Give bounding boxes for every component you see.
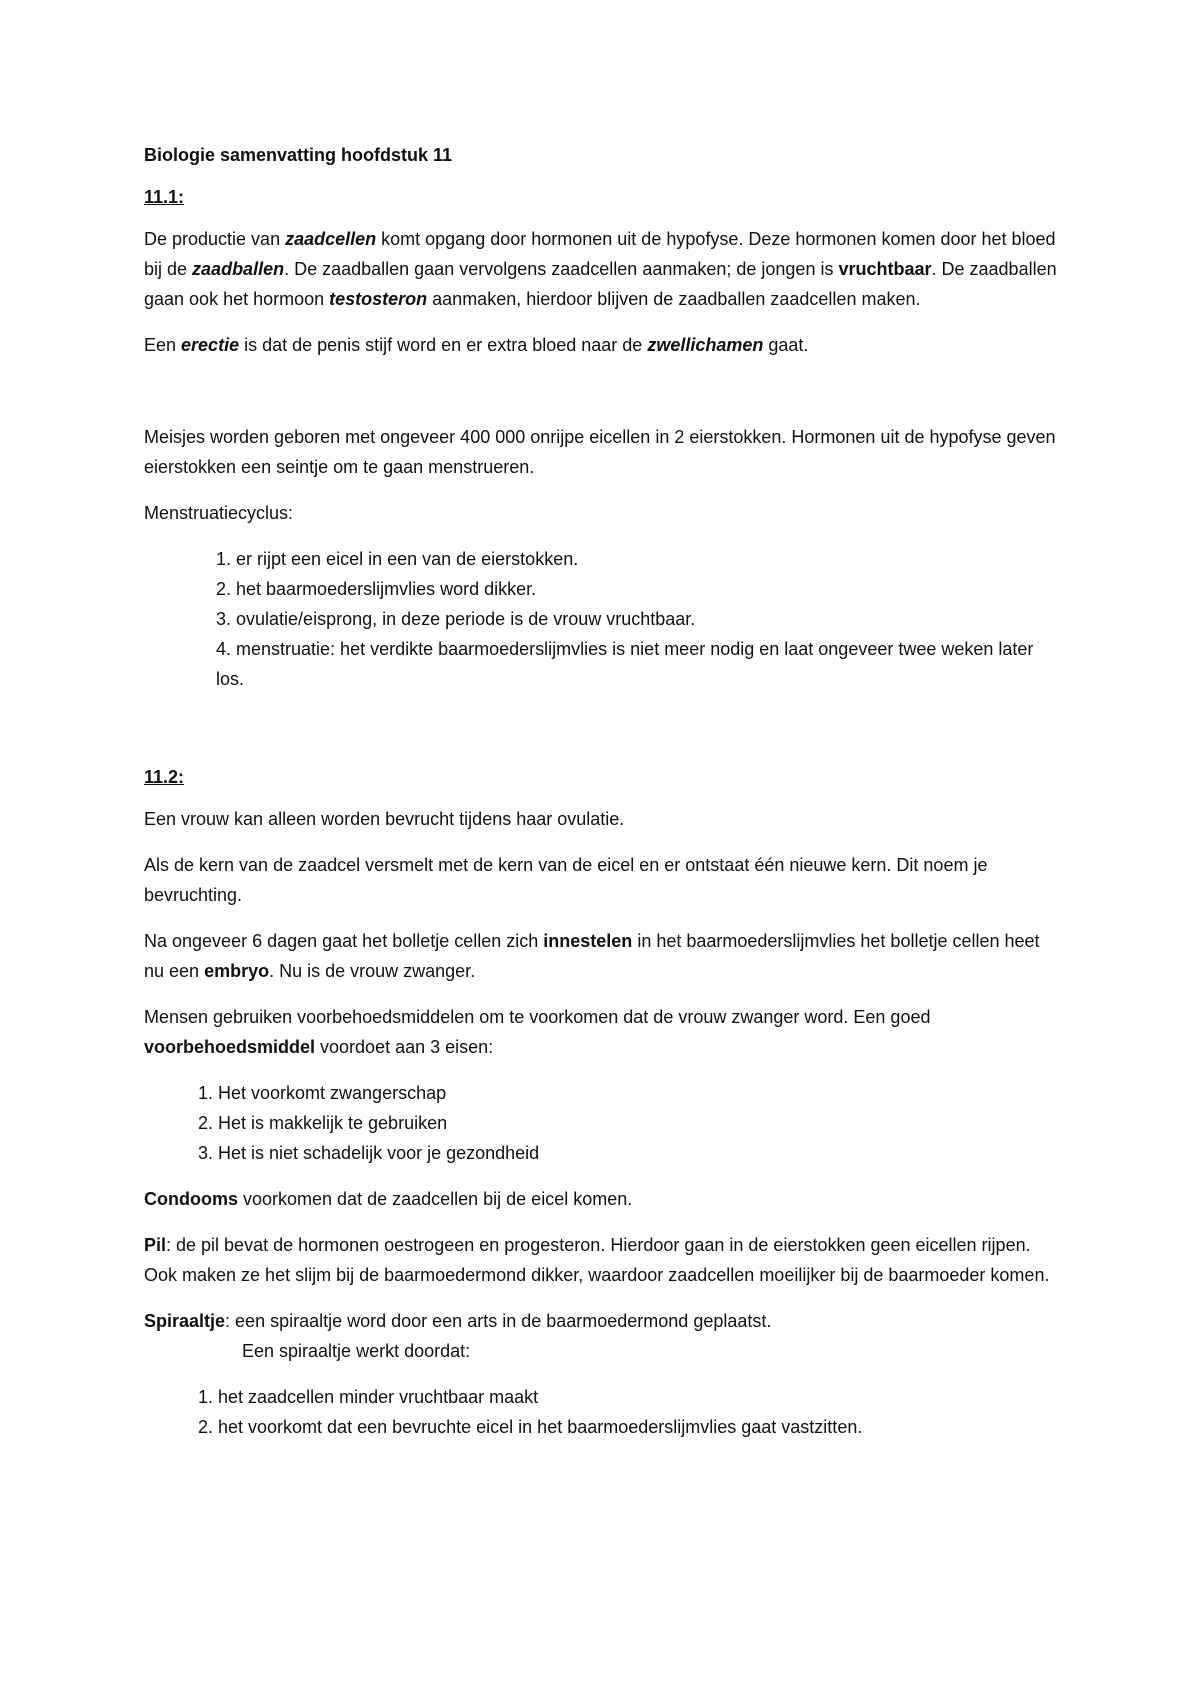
text-run: is dat de penis stijf word en er extra bloed naar de	[239, 335, 648, 355]
text-run: komt opgang door hormonen uit de hypofyse. Deze hormonen komen door het bloed bij de	[144, 229, 1056, 279]
keyword-condooms: Condooms	[144, 1189, 238, 1209]
keyword-testosteron: testosteron	[329, 289, 428, 309]
document-title: Biologie samenvatting hoofdstuk 11	[144, 145, 453, 165]
text-run: . De zaadballen gaan vervolgens zaadcellen aanmaken; de jongen is	[284, 259, 839, 279]
list-item: 4. menstruatie: het verdikte baarmoederslijmvlies is niet meer nodig en laat ongeveer twee weken later los.	[216, 639, 1034, 689]
menstruatiecyclus-list	[144, 544, 1064, 694]
keyword-zwellichamen: zwellichamen	[647, 335, 764, 355]
list-item: 2. Het is makkelijk te gebruiken	[218, 1108, 1064, 1138]
paragraph-zaadcellen	[144, 224, 1064, 314]
list-item: 3. ovulatie/eisprong, in deze periode is de vrouw vruchtbaar.	[216, 609, 696, 629]
list-item: 2. het voorkomt dat een bevruchte eicel in het baarmoederslijmvlies gaat vastzitten.	[218, 1412, 1064, 1442]
paragraph-spiraaltje	[144, 1306, 1064, 1336]
paragraph-spiraaltje-werking: Een spiraaltje werkt doordat:	[242, 1341, 471, 1361]
list-item: 1. het zaadcellen minder vruchtbaar maakt	[218, 1382, 1064, 1412]
paragraph-menstruatiecyclus-label: Menstruatiecyclus:	[144, 503, 294, 523]
text-run: voorkomen dat de zaadcellen bij de eicel komen.	[238, 1189, 633, 1209]
keyword-voorbehoedsmiddel: voorbehoedsmiddel	[144, 1037, 316, 1057]
paragraph-ovulatie: Een vrouw kan alleen worden bevrucht tijdens haar ovulatie.	[144, 809, 625, 829]
keyword-zaadballen: zaadballen	[192, 259, 285, 279]
keyword-zaadcellen: zaadcellen	[285, 229, 377, 249]
keyword-embryo: embryo	[204, 961, 270, 981]
section-heading-11-1: 11.1:	[144, 187, 185, 207]
text-run: in het baarmoederslijmvlies het bolletje cellen heet nu een	[144, 931, 1040, 981]
blank-line	[144, 376, 1064, 422]
list-item: 3. Het is niet schadelijk voor je gezondheid	[218, 1138, 1064, 1168]
keyword-vruchtbaar: vruchtbaar	[838, 259, 932, 279]
paragraph-innestelen	[144, 926, 1064, 986]
text-run: . Nu is de vrouw zwanger.	[269, 961, 476, 981]
section-heading-11-2: 11.2:	[144, 767, 185, 787]
list-item: 2. het baarmoederslijmvlies word dikker.	[216, 579, 537, 599]
blank-line	[144, 710, 1064, 762]
keyword-pil: Pil	[144, 1235, 167, 1255]
text-run: Na ongeveer 6 dagen gaat het bolletje cellen zich	[144, 931, 544, 951]
text-run: gaat.	[763, 335, 809, 355]
text-run: aanmaken, hierdoor blijven de zaadballen zaadcellen maken.	[427, 289, 921, 309]
paragraph-voorbehoedsmiddelen	[144, 1002, 1064, 1062]
text-run: Een	[144, 335, 182, 355]
eisen-list	[144, 1078, 1064, 1168]
paragraph-meisjes: Meisjes worden geboren met ongeveer 400 000 onrijpe eicellen in 2 eierstokken. Hormonen uit de hypofyse geven eierstokken een seintje om te gaan menstrueren.	[144, 427, 1056, 477]
text-run: . De zaadballen gaan ook het hormoon	[144, 259, 1057, 309]
text-run: voordoet aan 3 eisen:	[315, 1037, 494, 1057]
list-item: 1. Het voorkomt zwangerschap	[218, 1078, 1064, 1108]
text-run: De productie van	[144, 229, 286, 249]
keyword-erectie: erectie	[181, 335, 240, 355]
paragraph-pil	[144, 1230, 1064, 1290]
keyword-innestelen: innestelen	[543, 931, 633, 951]
keyword-spiraaltje: Spiraaltje	[144, 1311, 226, 1331]
text-run: : een spiraaltje word door een arts in de baarmoedermond geplaatst.	[225, 1311, 772, 1331]
text-run: : de pil bevat de hormonen oestrogeen en progesteron. Hierdoor gaan in de eierstokken geen eicellen rijpen. Ook maken ze het slijm bij de baarmoedermond dikker, waardoor zaadcellen moeilijker bij de baarmoeder komen.	[144, 1235, 1050, 1285]
paragraph-erectie	[144, 330, 1064, 360]
paragraph-bevruchting: Als de kern van de zaadcel versmelt met de kern van de eicel en er ontstaat één nieuwe kern. Dit noem je bevruchting.	[144, 855, 988, 905]
list-item: 1. er rijpt een eicel in een van de eierstokken.	[216, 549, 579, 569]
document-page	[144, 140, 1064, 1458]
text-run: Mensen gebruiken voorbehoedsmiddelen om te voorkomen dat de vrouw zwanger word. Een goed	[144, 1007, 931, 1027]
paragraph-condooms	[144, 1184, 1064, 1214]
spiraaltje-werking-list	[144, 1382, 1064, 1442]
